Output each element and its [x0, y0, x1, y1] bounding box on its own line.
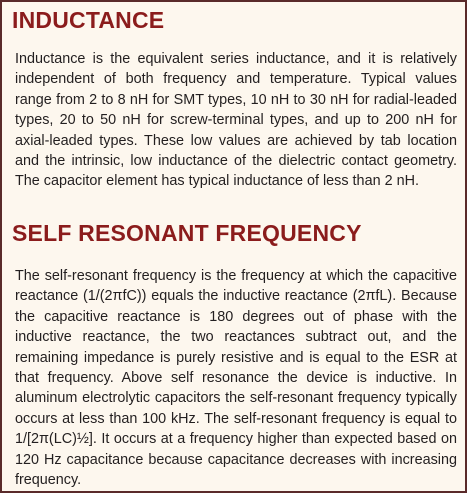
section-heading-inductance: INDUCTANCE	[12, 7, 165, 33]
section-heading-self-resonant-frequency: SELF RESONANT FREQUENCY	[12, 220, 362, 246]
section-body-self-resonant-frequency: The self-resonant frequency is the frequency at which the capacitive reactance (1/(2πfC)) equals the inductive reactance (2πfL). Because the capacitive reactance is 180 degrees out of phase with the inductive reactance, the two reactances subtract out, and the remaining impedance is purely resistive and is equal to the ESR at that frequency. Above self resonance the device is inductive. In aluminum electrolytic capacitors the self-resonant frequency typically occurs at less than 100 kHz. The self-resonant frequency is equal to 1/[2π(LC)½]. It occurs at a frequency higher than expected based on 120 Hz capacitance because capacitance decreases with increasing frequency.	[15, 268, 457, 489]
section-body-inductance: Inductance is the equivalent series inductance, and it is relatively independent of both frequency and temperature. Typical values range from 2 to 8 nH for SMT types, 10 nH to 30 nH for radial-leaded types, 20 to 50 nH for screw-terminal types, and up to 200 nH for axial-leaded types. These low values are achieved by tab location and the intrinsic, low inductance of the dielectric contact geometry. The capacitor element has typical inductance of less than 2 nH.	[15, 51, 457, 190]
